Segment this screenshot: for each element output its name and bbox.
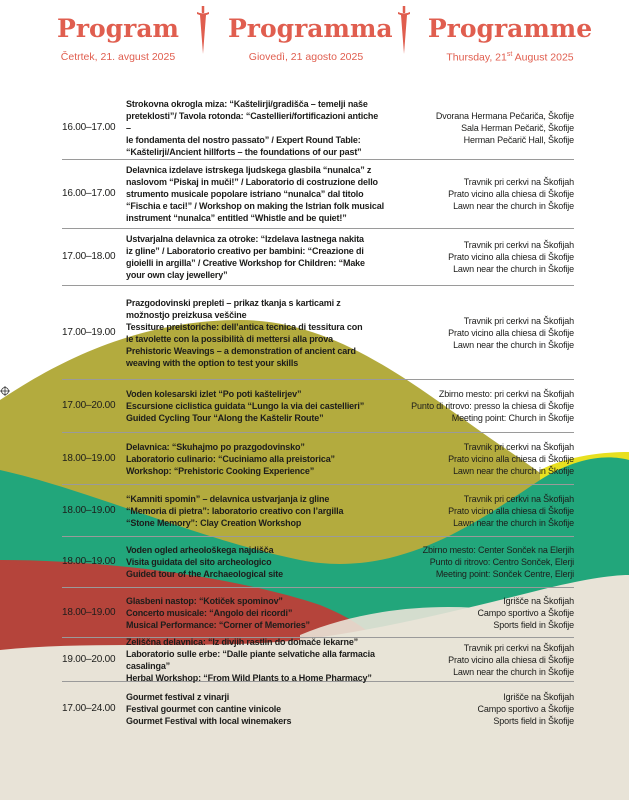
event-location-line: Travnik pri cerkvi na Škofijah bbox=[463, 177, 574, 187]
event-location bbox=[384, 642, 574, 678]
event-row bbox=[62, 637, 574, 681]
date-slovenian: Četrtek, 21. avgust 2025 bbox=[60, 51, 176, 63]
event-title-line: your own clay jewellery” bbox=[126, 270, 228, 280]
event-location-line: Prato vicino alla chiesa di Škofije bbox=[448, 252, 574, 262]
event-location-line: Lawn near the church in Škofije bbox=[453, 465, 574, 476]
crosshair-icon bbox=[0, 386, 10, 396]
event-schedule bbox=[62, 96, 574, 735]
event-time: 19.00–20.00 bbox=[62, 653, 116, 665]
event-title-line: Prazgodovinski prepleti – prikaz tkanja s karticami z bbox=[126, 297, 341, 308]
event-title-line: Gourmet festival z vinarji bbox=[126, 691, 230, 702]
event-title bbox=[126, 388, 384, 424]
event-title-line: Concerto musicale: “Angolo dei ricordi” bbox=[126, 607, 293, 618]
event-title bbox=[126, 493, 384, 529]
sword-icon bbox=[398, 6, 410, 54]
event-time: 16.00–17.00 bbox=[62, 121, 116, 133]
event-location-line: Igrišče na Škofijah bbox=[503, 595, 574, 606]
title-slovenian: Program bbox=[57, 14, 179, 43]
event-title-line: “Kamniti spomin” – delavnica ustvarjanja iz gline bbox=[126, 493, 330, 504]
event-row bbox=[62, 681, 574, 735]
event-location-line: Prato vicino alla chiesa di Škofije bbox=[448, 654, 574, 665]
event-title-line: le tavolette con la possibilità di mettersi alla prova bbox=[126, 333, 333, 344]
event-row bbox=[62, 96, 574, 159]
event-location-line: Travnik pri cerkvi na Škofijah bbox=[463, 642, 574, 653]
event-location bbox=[384, 493, 574, 529]
event-title-line: Laboratorio culinario: “Cuciniamo alla preistorica” bbox=[126, 453, 335, 464]
event-title-line: Workshop: “Prehistoric Cooking Experience” bbox=[126, 465, 315, 476]
event-title-line: Visita guidata del sito archeologico bbox=[126, 557, 272, 567]
event-title-line: Laboratorio sulle erbe: “Dalle piante selvatiche alla farmacia casalinga” bbox=[126, 648, 375, 671]
date-english-end: August 2025 bbox=[512, 51, 574, 64]
event-location-line: Travnik pri cerkvi na Škofijah bbox=[463, 315, 574, 326]
event-location-line: Travnik pri cerkvi na Škofijah bbox=[463, 493, 574, 504]
event-location-line: Travnik pri cerkvi na Škofijah bbox=[463, 240, 574, 250]
event-title-line: “Fischia e taci!” / Workshop on making the Istrian folk musical bbox=[126, 201, 384, 211]
event-location-line: Punto di ritrovo: presso la chiesa di Škofije bbox=[411, 401, 574, 411]
event-title-line: Voden ogled arheološkega najdišča bbox=[126, 545, 274, 555]
event-title-line: Guided tour of the Archaeological site bbox=[126, 569, 283, 579]
event-location-line: Lawn near the church in Škofije bbox=[453, 201, 574, 211]
event-title bbox=[126, 441, 384, 477]
event-location-line: Meeting point: Sonček Centre, Elerji bbox=[435, 569, 574, 579]
event-location-line: Punto di ritrovo: Centro Sonček, Elerji bbox=[429, 557, 574, 567]
event-title-line: Glasbeni nastop: “Kotiček spominov” bbox=[126, 595, 283, 606]
event-location-line: Campo sportivo a Škofije bbox=[477, 703, 574, 714]
event-title-line: instrument “nunalca” entitled “Whistle and be quiet!” bbox=[126, 213, 347, 223]
header-english bbox=[425, 14, 595, 64]
event-location-line: Prato vicino alla chiesa di Škofije bbox=[448, 505, 574, 516]
event-row bbox=[62, 228, 574, 285]
title-english: Programme bbox=[427, 14, 593, 43]
event-title-line: “Stone Memory”: Clay Creation Workshop bbox=[126, 517, 302, 528]
event-location-line: Herman Pečarič Hall, Škofije bbox=[463, 134, 574, 145]
event-row bbox=[62, 432, 574, 484]
event-row bbox=[62, 587, 574, 637]
event-title-line: Zeliščna delavnica: “Iz divjih rastlin do domače lekarne” bbox=[126, 636, 359, 647]
program-header bbox=[0, 0, 629, 80]
event-location-line: Sports field in Škofije bbox=[493, 715, 574, 726]
event-location bbox=[384, 441, 574, 477]
event-location-line: Sports field in Škofije bbox=[493, 619, 574, 630]
event-location-line: Lawn near the church in Škofije bbox=[453, 517, 574, 528]
date-english-main: Thursday, 21 bbox=[446, 51, 507, 64]
event-row bbox=[62, 285, 574, 379]
event-location bbox=[384, 176, 574, 212]
event-title-line: Musical Performance: “Corner of Memories” bbox=[126, 619, 310, 630]
event-title bbox=[126, 636, 384, 684]
event-location bbox=[384, 691, 574, 727]
event-title bbox=[126, 544, 384, 580]
event-row bbox=[62, 159, 574, 228]
event-title-line: strumento musicale popolare istriano “nunalca” dal titolo bbox=[126, 189, 364, 199]
event-title-line: Delavnica izdelave istrskega ljudskega glasbila “nunalca” z bbox=[126, 165, 372, 175]
event-title-line: iz gline” / Laboratorio creativo per bambini: “Creazione di bbox=[126, 246, 364, 256]
event-title bbox=[126, 164, 384, 224]
event-title-line: Herbal Workshop: “From Wild Plants to a Home Pharmacy” bbox=[126, 672, 372, 683]
event-location-line: Prato vicino alla chiesa di Škofije bbox=[448, 453, 574, 464]
event-title-line: Gourmet Festival with local winemakers bbox=[126, 715, 292, 726]
event-location-line: Zbirno mesto: pri cerkvi na Škofijah bbox=[438, 389, 574, 399]
event-location-line: Zbirno mesto: Center Sonček na Elerjih bbox=[422, 545, 574, 555]
event-title-line: gioielli in argilla” / Creative Workshop for Children: “Make bbox=[126, 258, 365, 268]
event-row bbox=[62, 379, 574, 432]
sword-icon bbox=[197, 6, 209, 54]
event-time: 18.00–19.00 bbox=[62, 504, 116, 516]
event-row bbox=[62, 484, 574, 536]
event-title-line: Ustvarjalna delavnica za otroke: “Izdelava lastnega nakita bbox=[126, 234, 364, 244]
event-location bbox=[384, 595, 574, 631]
event-row bbox=[62, 536, 574, 587]
event-title-line: “Memoria di pietra”: laboratorio creativo con l’argilla bbox=[126, 505, 344, 516]
event-location bbox=[384, 315, 574, 351]
event-location-line: Prato vicino alla chiesa di Škofije bbox=[448, 327, 574, 338]
event-title bbox=[126, 691, 384, 727]
event-title-line: Voden kolesarski izlet “Po poti kaštelirjev” bbox=[126, 389, 302, 399]
event-time: 17.00–18.00 bbox=[62, 251, 116, 262]
event-title-line: Festival gourmet con cantine vinicole bbox=[126, 703, 281, 714]
event-location bbox=[384, 239, 574, 275]
event-title bbox=[126, 297, 384, 369]
event-title-line: možnostjo preizkusa veščine bbox=[126, 309, 247, 320]
event-title-line: Strokovna okrogla miza: “Kaštelirji/gradišča – temelji naše bbox=[126, 98, 368, 109]
event-location-line: Campo sportivo a Škofije bbox=[477, 607, 574, 618]
event-location-line: Travnik pri cerkvi na Škofijah bbox=[463, 441, 574, 452]
event-location-line: Lawn near the church in Škofije bbox=[453, 666, 574, 677]
event-location-line: Prato vicino alla chiesa di Škofije bbox=[448, 189, 574, 199]
date-english-suffix: st bbox=[506, 51, 513, 58]
event-time: 18.00–19.00 bbox=[62, 606, 116, 618]
event-location-line: Dvorana Hermana Pečariča, Škofije bbox=[435, 110, 574, 121]
event-time: 17.00–20.00 bbox=[62, 400, 116, 411]
event-time: 17.00–19.00 bbox=[62, 326, 116, 338]
event-title-line: weaving with the option to test your skills bbox=[126, 357, 299, 368]
event-title-line: Guided Cycling Tour “Along the Kaštelir Route” bbox=[126, 413, 324, 423]
date-english bbox=[425, 51, 595, 64]
header-slovenian bbox=[40, 14, 196, 63]
event-time: 16.00–17.00 bbox=[62, 188, 116, 199]
header-italian bbox=[228, 14, 393, 63]
event-location-line: Meeting point: Church in Škofije bbox=[451, 413, 574, 423]
event-title-line: Prehistoric Weavings – a demonstration of ancient card bbox=[126, 345, 356, 356]
event-title-line: Delavnica: “Skuhajmo po prazgodovinsko” bbox=[126, 441, 305, 452]
title-italian: Programma bbox=[228, 14, 393, 43]
event-title-line: preteklosti”/ Tavola rotonda: “Castellieri/fortificazioni antiche – bbox=[126, 110, 379, 133]
event-title-line: naslovom “Piskaj in muči!” / Laboratorio di costruzione dello bbox=[126, 177, 378, 187]
event-location bbox=[384, 110, 574, 146]
event-location bbox=[384, 388, 574, 424]
event-title bbox=[126, 595, 384, 631]
event-time: 18.00–19.00 bbox=[62, 452, 116, 464]
event-title-line: Escursione ciclistica guidata “Lungo la via dei castellieri” bbox=[126, 401, 365, 411]
event-time: 18.00–19.00 bbox=[62, 556, 116, 567]
event-time: 17.00–24.00 bbox=[62, 702, 116, 714]
event-location bbox=[384, 544, 574, 580]
event-location-line: Igrišče na Škofijah bbox=[503, 691, 574, 702]
event-title bbox=[126, 98, 384, 158]
event-title-line: le fondamenta del nostro passato” / Expert Round Table: bbox=[126, 134, 361, 145]
event-title-line: Tessiture preistoriche: dell’antica tecnica di tessitura con bbox=[126, 321, 363, 332]
event-location-line: Lawn near the church in Škofije bbox=[453, 264, 574, 274]
date-italian: Giovedì, 21 agosto 2025 bbox=[248, 51, 364, 63]
event-location-line: Lawn near the church in Škofije bbox=[453, 339, 574, 350]
event-title bbox=[126, 233, 384, 281]
event-title-line: “Kaštelirji/Ancient hillforts – the foundations of our past” bbox=[126, 146, 362, 157]
event-location-line: Sala Herman Pečarič, Škofije bbox=[461, 122, 574, 133]
